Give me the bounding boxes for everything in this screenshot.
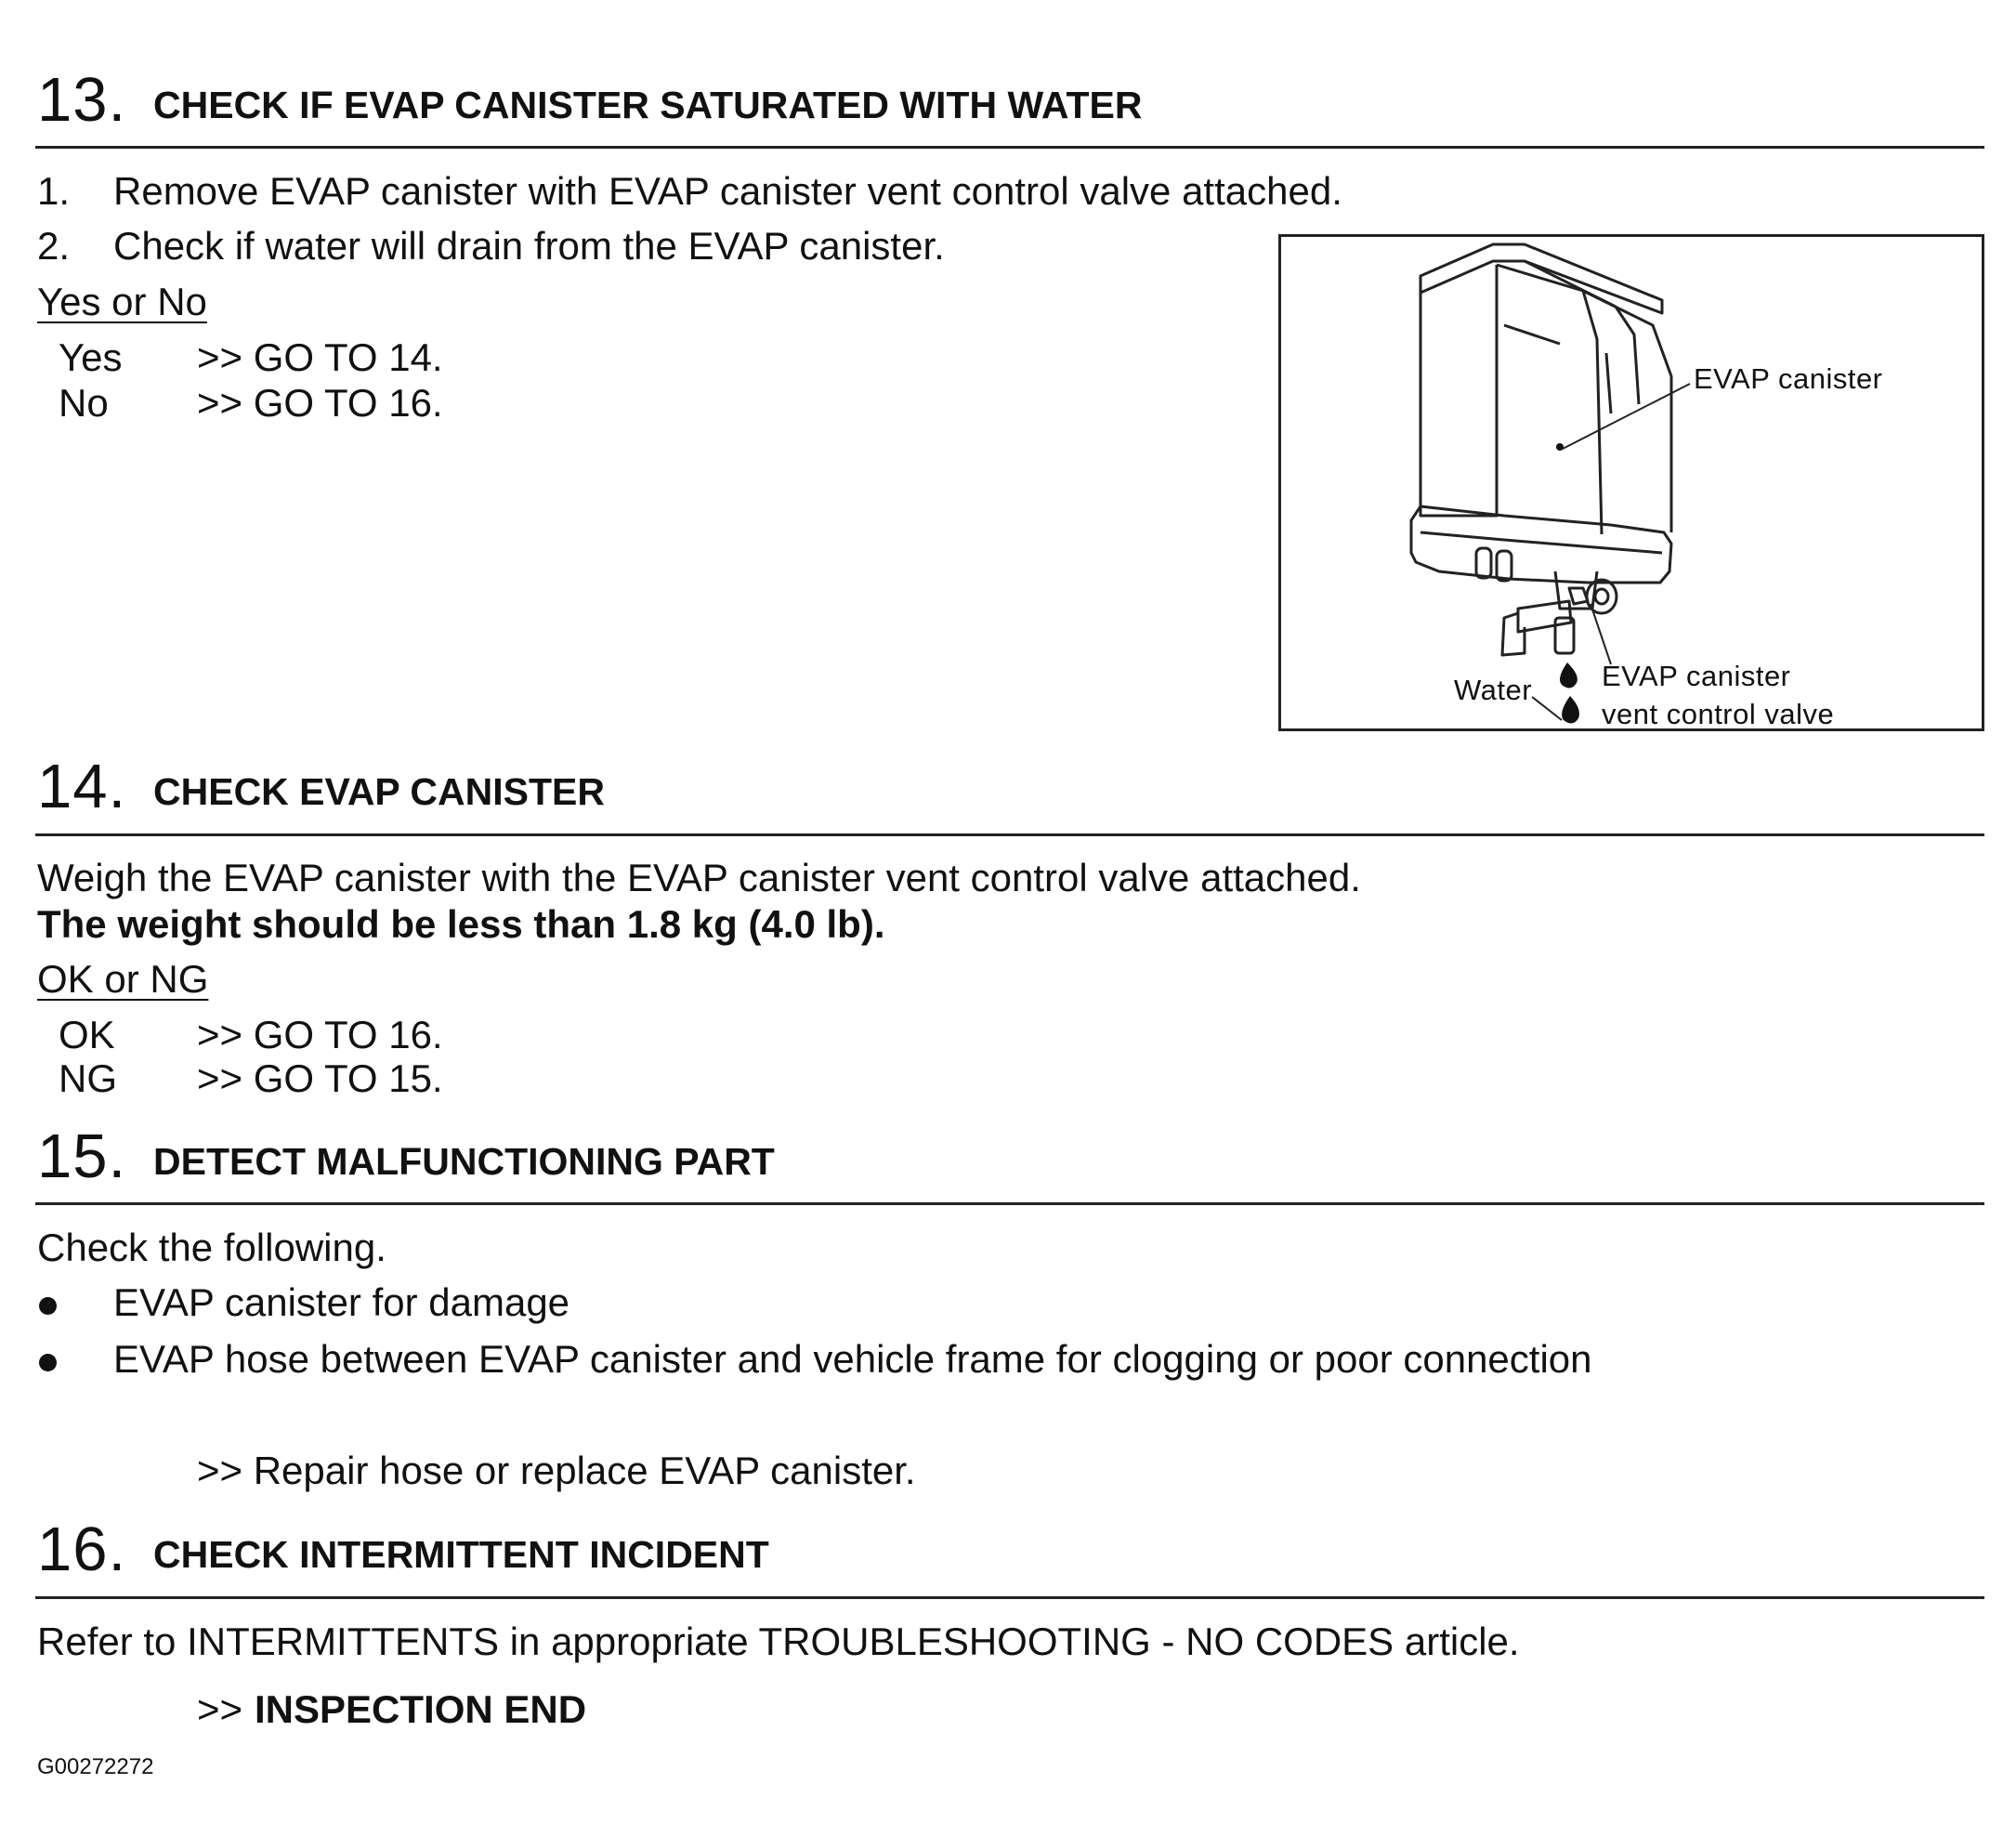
step-14-divider <box>35 833 1984 836</box>
canister-port-2 <box>1497 551 1512 581</box>
step-13-item-1-text: Remove EVAP canister with EVAP canister vent control valve attached. <box>113 169 1342 213</box>
step-13-answer-yes-action: >> GO TO 14. <box>197 335 443 379</box>
step-13-number: 13. <box>37 65 127 135</box>
step-16-text: Refer to INTERMITTENTS in appropriate TROUBLESHOOTING - NO CODES article. <box>37 1620 1520 1663</box>
step-15-bullet-2: EVAP hose between EVAP canister and vehicle frame for clogging or poor connection <box>113 1337 1592 1381</box>
figure-id: G00272272 <box>37 1754 154 1779</box>
step-16-number: 16. <box>37 1515 127 1584</box>
step-15-text: Check the following. <box>37 1226 386 1269</box>
step-13-item-2-text: Check if water will drain from the EVAP canister. <box>113 224 945 268</box>
step-14-number: 14. <box>37 752 127 821</box>
step-15-bullet-1: EVAP canister for damage <box>113 1280 570 1324</box>
canister-port-1 <box>1476 548 1491 578</box>
step-14-question: OK or NG <box>37 957 209 1001</box>
step-13-item-2-number: 2. <box>37 224 71 268</box>
label-evap-canister: EVAP canister <box>1694 362 1883 395</box>
bullet-icon <box>39 1297 57 1315</box>
water-drop-2 <box>1562 696 1579 724</box>
canister-body-edge <box>1583 291 1602 534</box>
step-13-item-1-number: 1. <box>37 169 71 213</box>
step-13-title: CHECK IF EVAP CANISTER SATURATED WITH WATER <box>153 84 1143 126</box>
step-14-spec: The weight should be less than 1.8 kg (4.0 lb). <box>37 902 885 946</box>
bullet-icon <box>39 1354 57 1371</box>
label-water: Water <box>1454 674 1533 706</box>
step-14-answer-ok: OK <box>59 1013 115 1056</box>
evap-canister-figure <box>1278 234 1984 731</box>
step-13-divider <box>35 146 1984 149</box>
step-13-question: Yes or No <box>37 280 207 323</box>
step-14-answer-ok-action: >> GO TO 16. <box>197 1013 443 1056</box>
canister-leader-dot <box>1556 443 1564 451</box>
step-15-action: >> Repair hose or replace EVAP canister. <box>197 1449 916 1492</box>
canister-base <box>1411 506 1671 583</box>
canister-body-front <box>1420 265 1497 516</box>
label-valve-line-2: vent control valve <box>1602 698 1835 730</box>
step-14-answer-ng: NG <box>59 1056 117 1100</box>
step-15-divider <box>35 1202 1984 1205</box>
step-13-answer-yes: Yes <box>59 335 123 379</box>
label-valve-line-1: EVAP canister <box>1602 660 1791 692</box>
step-15-number: 15. <box>37 1121 127 1191</box>
step-16-action: INSPECTION END <box>255 1687 587 1731</box>
canister-body-side <box>1497 265 1671 532</box>
step-16-title: CHECK INTERMITTENT INCIDENT <box>153 1533 769 1576</box>
step-15-title: DETECT MALFUNCTIONING PART <box>153 1140 775 1183</box>
step-13-answer-no: No <box>59 381 109 425</box>
step-16-action-prefix: >> <box>197 1687 243 1731</box>
step-14-answer-ng-action: >> GO TO 15. <box>197 1056 443 1100</box>
step-14-text: Weigh the EVAP canister with the EVAP canister vent control valve attached. <box>37 856 1361 899</box>
water-drop-1 <box>1560 662 1577 689</box>
step-13-answer-no-action: >> GO TO 16. <box>197 381 443 425</box>
step-14-title: CHECK EVAP CANISTER <box>153 770 605 813</box>
step-16-divider <box>35 1596 1984 1599</box>
